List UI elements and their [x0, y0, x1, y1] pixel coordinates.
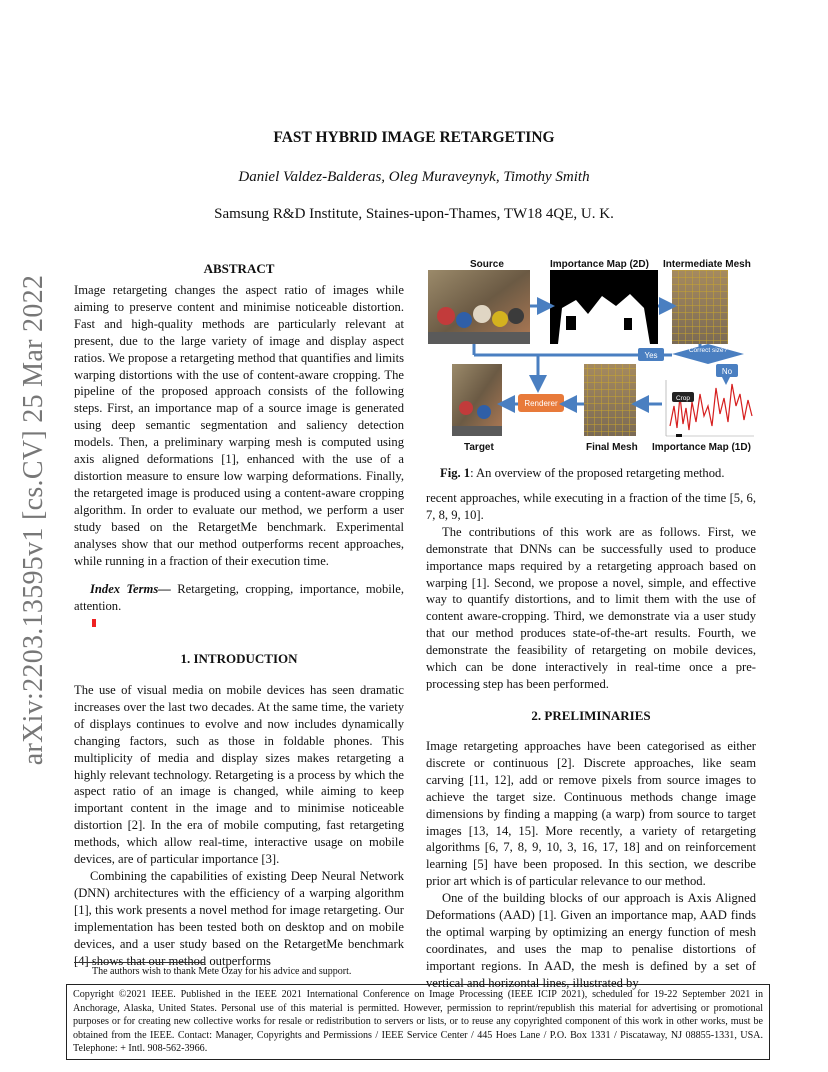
footnote: The authors wish to thank Mete Ozay for his advice and support.	[92, 966, 352, 977]
arxiv-identifier: arXiv:2203.13595v1 [cs.CV] 25 Mar 2022	[18, 274, 49, 766]
abstract-text: Image retargeting changes the aspect ratio of images while aiming to preserve content and minimise noticeable distortion. Fast and high-quality methods are particularly relevant at present, due to the large variety of image and display aspect ratios. We propose a retargeting method that quantifies and limits warping distortions with the use of content-aware cropping. The pipeline of the proposed approach consists of the following steps. First, an importance map of a source image is generated using deep semantic segmentation and saliency detection models. Then, a preliminary warping mesh is computed using axis aligned deformations [1], enhanced with the use of a distortion measure to ensure low warping deformations. Finally, the retargeted image is produced using a content-aware cropping algorithm. In order to evaluate our method, we perform a user study based on the RetargetMe benchmark. Experimental analyses show that our method outperforms recent approaches, while running in a fraction of their execution time.	[74, 283, 404, 568]
preliminaries-body	[426, 738, 756, 992]
preliminaries-paragraph-1: Image retargeting approaches have been categorised as either discrete or continuous [2]. Discrete approaches, like seam carving [11, 12], add or remove pixels from source images to achieve the target size. Continuous methods change image dimensions by finding a mapping (a warp) from source to target images [13, 14, 15]. More recently, a variety of retargeting algorithms [6, 7, 8, 9, 10, 3, 16, 17, 18] and on reinforcement learning [5] have been proposed. In this section, we describe prior art which is of particular relevance to our method.	[426, 739, 756, 889]
intermediate-mesh-image	[672, 270, 728, 344]
intro-body	[74, 682, 404, 969]
intro-heading: 1. INTRODUCTION	[180, 651, 298, 666]
intro-paragraph-1: The use of visual media on mobile devices has seen dramatic increases over the last two decades. At the same time, the variety of displays continues to evolve and now includes dynamically changing factors, such as those in foldable phones. This multiplicity of media and display sizes makes retargeting a highly relevant technology. Retargeting is a process by which the aspect ratio of an image is changed, while aiming to keep important content in the image and to minimise noticeable distortion [2]. In the era of mobile computing, fast retargeting methods, which allow real-time, interactive usage on mobile devices, are of particular importance [3].	[74, 683, 404, 867]
label-target: Target	[464, 442, 494, 453]
label-correct-size: Correct size?	[688, 347, 728, 354]
label-renderer: Renderer	[524, 399, 558, 408]
label-yes: Yes	[644, 351, 658, 360]
figure-1	[426, 256, 756, 454]
decision-diamond	[672, 344, 744, 364]
index-terms	[74, 581, 404, 615]
index-terms-label: Index Terms—	[90, 582, 171, 596]
footnote-rule	[74, 962, 204, 963]
label-intermediate-mesh: Intermediate Mesh	[663, 259, 751, 270]
label-importance-2d: Importance Map (2D)	[550, 259, 649, 270]
contrib-continuation: recent approaches, while executing in a fraction of the time [5, 6, 7, 8, 9, 10].	[426, 491, 756, 522]
target-image	[452, 364, 502, 436]
paper-authors: Daniel Valdez-Balderas, Oleg Muraveynyk, Timothy Smith	[238, 169, 590, 185]
arxiv-sidebar	[14, 274, 54, 766]
copyright-notice: Copyright ©2021 IEEE. Published in the IEEE 2021 International Conference on Image Processing (IEEE ICIP 2021), scheduled for 19-22 September 2021 in Anchorage, Alaska, United States. Personal use of this material is permitted. However, permission to reprint/republish this material for advertising or promotional purposes or for creating new collective works for resale or redistribution to servers or lists, or to reuse any copyrighted component of this work in other works, must be obtained from the IEEE. Contact: Manager, Copyrights and Permissions / IEEE Service Center / 445 Hoes Lane / P.O. Box 1331 / Piscataway, NJ 08855-1331, USA. Telephone: + Intl. 908-562-3966.	[66, 984, 770, 1060]
renderer-box	[518, 394, 564, 412]
index-terms-text: Retargeting, cropping, importance, mobile, attention.	[74, 582, 404, 613]
paper-title: FAST HYBRID IMAGE RETARGETING	[273, 129, 555, 146]
abstract-heading: ABSTRACT	[203, 261, 275, 276]
preliminaries-paragraph-2: One of the building blocks of our approach is Axis Aligned Deformations (AAD) [1]. Given an importance map, AAD finds the optimal warping by optimizing an energy function of mesh coordinates, and uses the map to penalise distortions of important regions. In AAD, the mesh is defined by a set of vertical and horizontal lines, illustrated by	[426, 891, 756, 990]
paper-affiliation: Samsung R&D Institute, Staines-upon-Thames, TW18 4QE, U. K.	[214, 206, 614, 222]
preliminaries-heading: 2. PRELIMINARIES	[531, 708, 651, 723]
importance-map-2d	[550, 270, 658, 344]
label-importance-1d: Importance Map (1D)	[652, 442, 751, 453]
label-source: Source	[470, 259, 504, 270]
intro-paragraph-2: Combining the capabilities of existing Deep Neural Network (DNN) architectures with the efficiency of a warping algorithm [1], this work presents a novel method for image retargeting. Our implementation has been tested both on desktop and on mobile devices, and a user study based on the RetargetMe benchmark [4] shows that our method outperforms	[74, 868, 404, 968]
label-no: No	[721, 367, 733, 376]
figure-caption-text: : An overview of the proposed retargeting method.	[470, 466, 725, 480]
red-marker	[92, 619, 96, 627]
final-mesh-image	[584, 364, 636, 436]
source-image	[428, 270, 530, 344]
contributions-paragraph: The contributions of this work are as follows. First, we demonstrate that DNNs can be successfully used to produce importance maps required by a retargeting approach based on warping [1]. Second, we propose a novel, simple, and effective way to quantify distortions, and to limit them with the use of content aware-cropping. Third, we demonstrate via a user study that our method produces state-of-the-art results. Fourth, we demonstrate the feasibility of retargeting on mobile devices, which can be done interactively in real-time once a pre-processing step has been performed.	[426, 524, 756, 691]
figure-caption-label: Fig. 1	[440, 466, 471, 480]
label-final-mesh: Final Mesh	[586, 442, 638, 453]
figure-caption	[440, 466, 760, 481]
label-crop: Crop	[675, 395, 691, 402]
abstract-body	[74, 282, 404, 569]
importance-map-1d	[666, 380, 754, 437]
right-column-body	[426, 490, 756, 693]
